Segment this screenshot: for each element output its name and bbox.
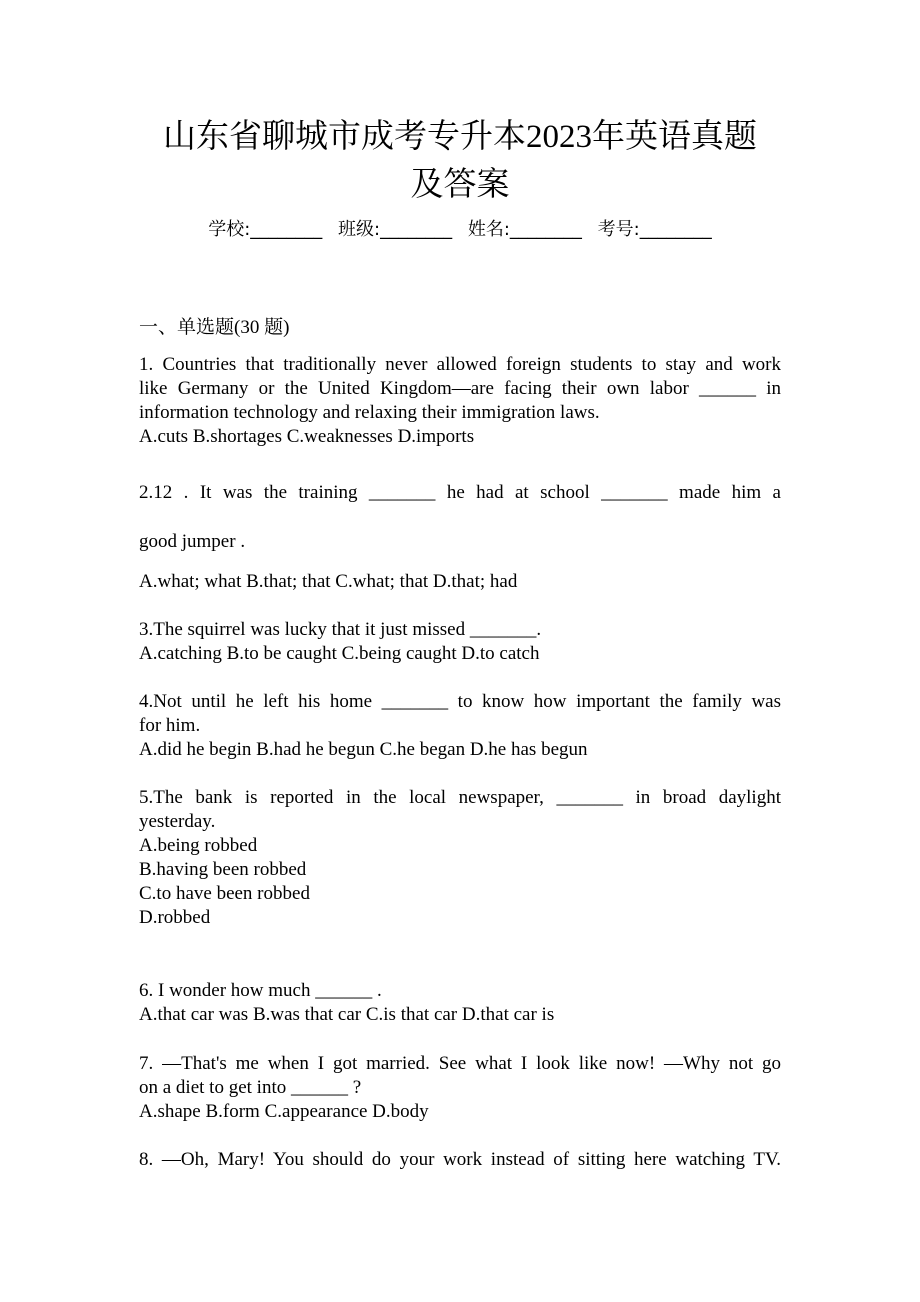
option-c: C.to have been robbed <box>139 883 310 904</box>
name-field: 姓名:________ <box>467 219 582 240</box>
option-d: D.robbed <box>139 907 211 928</box>
question-text: 8. —Oh, Mary! You should do your work instead of sitting here watching TV. <box>139 1149 781 1170</box>
option-b: B.having been robbed <box>139 859 307 880</box>
question-text: on a diet to get into ______ ? <box>139 1077 362 1098</box>
section-heading: 一、单选题(30 题) <box>139 317 290 338</box>
question-text: 4.Not until he left his home _______ to know how important the family was <box>139 691 781 712</box>
student-info-fields <box>0 218 920 242</box>
question-text: 6. I wonder how much ______ . <box>139 980 382 1001</box>
question-options: A.did he begin B.had he begun C.he began D.he has begun <box>139 739 588 760</box>
class-field: 班级:________ <box>338 219 453 240</box>
question-options: A.shape B.form C.appearance D.body <box>139 1101 429 1122</box>
question-text: information technology and relaxing their immigration laws. <box>139 402 600 423</box>
question-text: 5.The bank is reported in the local newspaper, _______ in broad daylight <box>139 787 781 808</box>
question-text: yesterday. <box>139 811 216 832</box>
question-text: good jumper . <box>139 531 246 552</box>
question-text: 2.12 . It was the training _______ he had at school _______ made him a <box>139 482 781 503</box>
question-options: A.catching B.to be caught C.being caught D.to catch <box>139 643 540 664</box>
question-options: A.what; what B.that; that C.what; that D.that; had <box>139 571 518 592</box>
exam-number-field: 考号:________ <box>597 219 712 240</box>
question-text: 3.The squirrel was lucky that it just missed _______. <box>139 619 542 640</box>
question-text: like Germany or the United Kingdom—are facing their own labor ______ in <box>139 378 781 399</box>
question-options: A.cuts B.shortages C.weaknesses D.imports <box>139 426 475 447</box>
option-a: A.being robbed <box>139 835 258 856</box>
question-text: 1. Countries that traditionally never allowed foreign students to stay and work <box>139 354 781 375</box>
school-field: 学校:________ <box>208 219 323 240</box>
question-options: A.that car was B.was that car C.is that car D.that car is <box>139 1004 555 1025</box>
document-title-line-2: 及答案 <box>410 167 510 203</box>
document-title-line-1: 山东省聊城市成考专升本2023年英语真题 <box>163 119 757 155</box>
question-text: 7. —That's me when I got married. See what I look like now! —Why not go <box>139 1053 781 1074</box>
question-text: for him. <box>139 715 201 736</box>
